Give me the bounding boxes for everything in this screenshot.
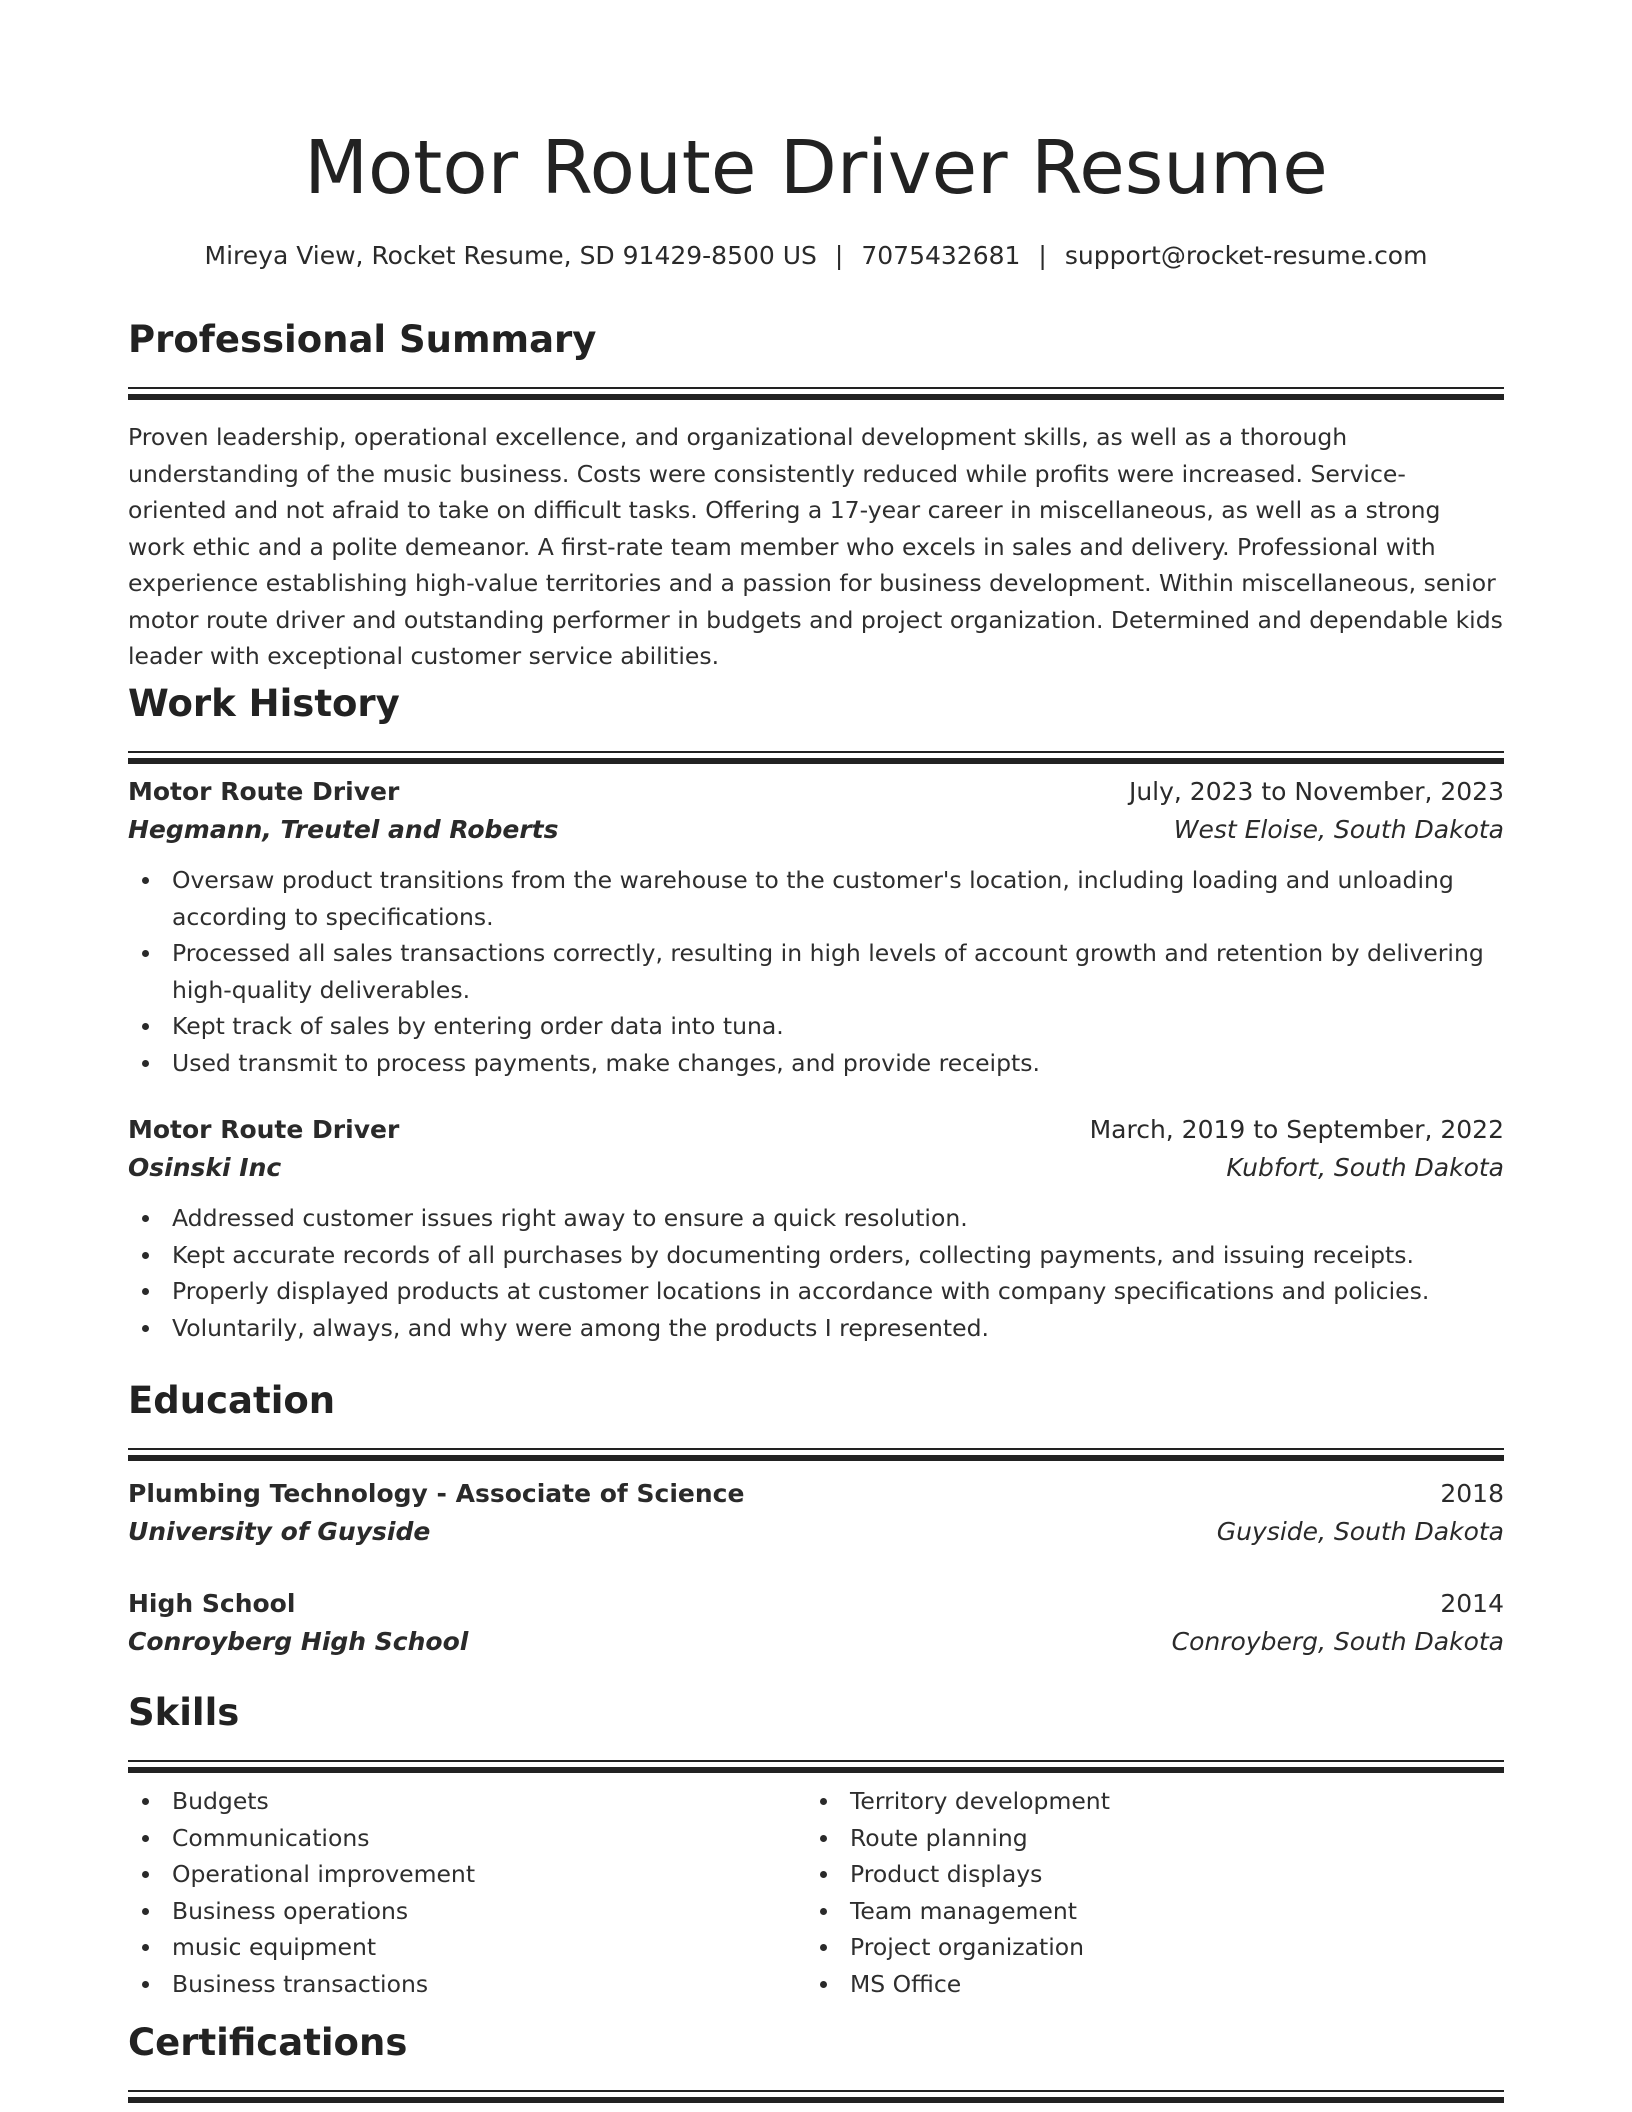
job-company: Osinski Inc <box>128 1153 282 1182</box>
education-subheader <box>128 1513 1504 1551</box>
contact-email[interactable]: support@rocket-resume.com <box>1064 241 1428 270</box>
education-section <box>128 1376 1504 1661</box>
contact-line <box>128 236 1504 276</box>
work-section <box>128 679 1504 1346</box>
job-entry <box>128 773 1504 1081</box>
education-degree: Plumbing Technology - Associate of Science <box>128 1479 745 1508</box>
education-header <box>128 1475 1504 1513</box>
job-title: Motor Route Driver <box>128 777 400 806</box>
skill-item: Communications <box>128 1820 806 1857</box>
skill-item: Route planning <box>806 1820 1484 1857</box>
section-heading-skills: Skills <box>128 1691 240 1734</box>
list-item: Addressed customer issues right away to ensure a quick resolution. <box>128 1200 1504 1237</box>
job-title: Motor Route Driver <box>128 1115 400 1144</box>
education-year: 2018 <box>1440 1479 1504 1508</box>
section-heading-education: Education <box>128 1379 336 1422</box>
list-item: Kept accurate records of all purchases by documenting orders, collecting payments, and issuing receipts. <box>128 1237 1504 1274</box>
list-item: Processed all sales transactions correctly, resulting in high levels of account growth and retention by delivering high-quality deliverables. <box>128 935 1504 1008</box>
skill-item: Operational improvement <box>128 1856 806 1893</box>
education-subheader <box>128 1623 1504 1661</box>
section-heading-certifications: Certifications <box>128 2021 408 2064</box>
summary-section <box>128 315 1504 675</box>
education-degree: High School <box>128 1589 296 1618</box>
education-header <box>128 1585 1504 1623</box>
section-divider <box>128 1448 1504 1460</box>
job-dates: July, 2023 to November, 2023 <box>1128 777 1504 806</box>
list-item: Properly displayed products at customer locations in accordance with company specifications and policies. <box>128 1273 1504 1310</box>
education-year: 2014 <box>1440 1589 1504 1618</box>
skill-item: music equipment <box>128 1929 806 1966</box>
job-header <box>128 773 1504 811</box>
skill-item: Product displays <box>806 1856 1484 1893</box>
contact-address: Mireya View, Rocket Resume, SD 91429-8500 US <box>204 241 817 270</box>
job-subheader <box>128 1149 1504 1187</box>
education-location: Conroyberg, South Dakota <box>1171 1627 1504 1656</box>
education-entry <box>128 1585 1504 1661</box>
skills-columns <box>128 1783 1504 2002</box>
skill-item: Territory development <box>806 1783 1484 1820</box>
job-entry <box>128 1111 1504 1346</box>
skills-list-right <box>806 1783 1484 2002</box>
education-school: Conroyberg High School <box>128 1627 469 1656</box>
section-heading-summary: Professional Summary <box>128 318 597 361</box>
section-divider <box>128 2090 1504 2102</box>
skills-section <box>128 1688 1504 2002</box>
skill-item: Business operations <box>128 1893 806 1930</box>
list-item: Oversaw product transitions from the warehouse to the customer's location, including loading and unloading according to specifications. <box>128 862 1504 935</box>
job-company: Hegmann, Treutel and Roberts <box>128 815 559 844</box>
resume-title: Motor Route Driver Resume <box>304 125 1328 211</box>
summary-text: Proven leadership, operational excellence, and organizational development skills, as well as a thorough understanding of the music business. Costs were consistently reduced while profits were increased. Service-oriented and not afraid to take on difficult tasks. Offering a 17-year career in miscellaneous, as well as a strong work ethic and a polite demeanor. A first-rate team member who excels in sales and delivery. Professional with experience establishing high-value territories and a passion for business development. Within miscellaneous, senior motor route driver and outstanding performer in budgets and project organization. Determined and dependable kids leader with exceptional customer service abilities. <box>128 423 1503 670</box>
skill-item: Project organization <box>806 1929 1484 1966</box>
skill-item: Team management <box>806 1893 1484 1930</box>
section-divider <box>128 751 1504 763</box>
contact-separator: | <box>1038 241 1047 270</box>
job-header <box>128 1111 1504 1149</box>
skill-item: MS Office <box>806 1966 1484 2003</box>
job-location: Kubfort, South Dakota <box>1226 1153 1504 1182</box>
education-entry <box>128 1475 1504 1551</box>
section-heading-work: Work History <box>128 682 400 725</box>
job-bullets <box>128 1200 1504 1346</box>
job-bullets <box>128 862 1504 1081</box>
job-dates: March, 2019 to September, 2022 <box>1089 1115 1504 1144</box>
education-school: University of Guyside <box>128 1517 431 1546</box>
section-divider <box>128 1760 1504 1772</box>
list-item: Kept track of sales by entering order data into tuna. <box>128 1008 1504 1045</box>
list-item: Used transmit to process payments, make changes, and provide receipts. <box>128 1045 1504 1082</box>
job-location: West Eloise, South Dakota <box>1173 815 1504 844</box>
job-subheader <box>128 811 1504 849</box>
skill-item: Budgets <box>128 1783 806 1820</box>
education-location: Guyside, South Dakota <box>1216 1517 1504 1546</box>
contact-phone[interactable]: 7075432681 <box>861 241 1021 270</box>
certifications-section <box>128 2018 1504 2102</box>
section-divider <box>128 387 1504 399</box>
skill-item: Business transactions <box>128 1966 806 2003</box>
skills-list-left <box>128 1783 806 2002</box>
list-item: Voluntarily, always, and why were among the products I represented. <box>128 1310 1504 1347</box>
contact-separator: | <box>834 241 844 270</box>
